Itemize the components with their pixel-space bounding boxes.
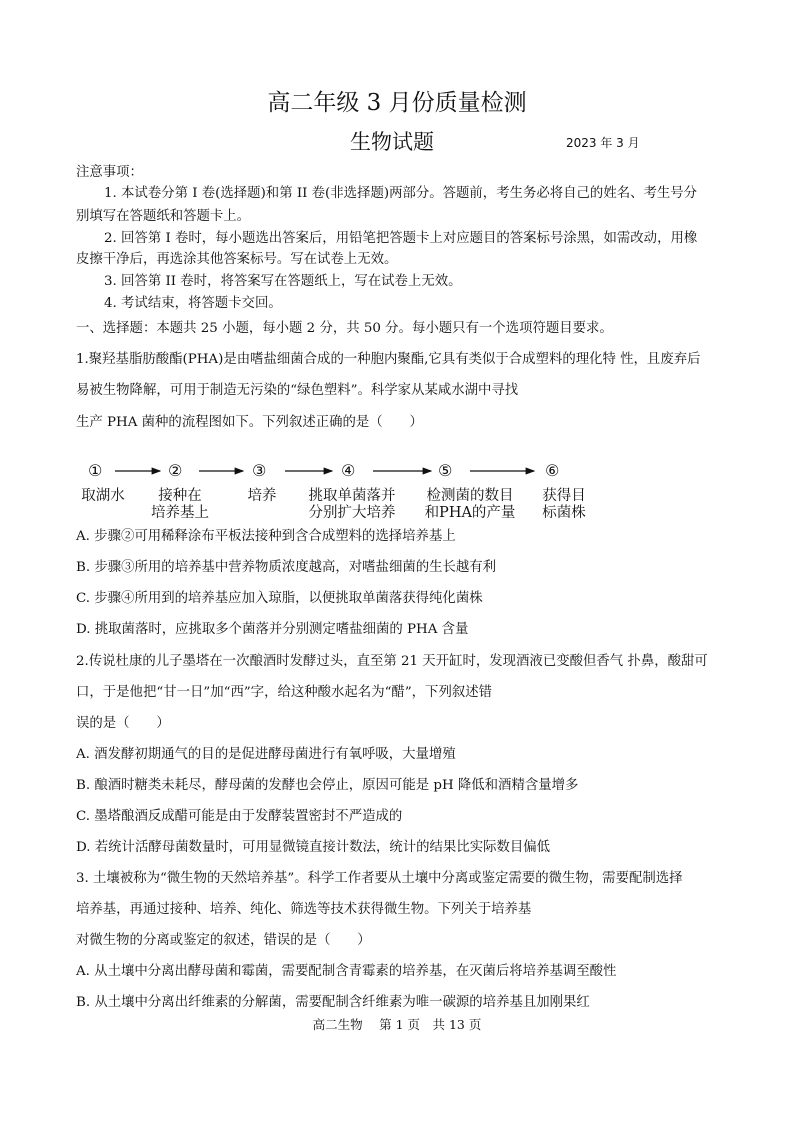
q2-option-b: B. 酿酒时糖类未耗尽，酵母菌的发酵也会停止，原因可能是 pH 降低和酒精含量增多 <box>76 778 579 793</box>
q1-stem-line: 生产 PHA 菌种的流程图如下。下列叙述正确的是（ ） <box>76 415 423 430</box>
flow-step-label: 检测菌的数目 和PHA的产量 <box>424 488 516 521</box>
flow-step-number: ② <box>168 461 183 480</box>
notice-heading: 注意事项： <box>76 165 143 180</box>
q2-stem-line: 2.传说杜康的儿子墨塔在一次酿酒时发酵过头，直至第 21 天开缸时，发现酒液已变酸但香气 扑鼻，酸甜可 <box>76 654 708 669</box>
exam-title: 高二年级 3 月份质量检测 <box>267 90 527 116</box>
q3-stem-line: 对微生物的分离或鉴定的叙述，错误的是（ ） <box>76 933 371 948</box>
flow-step-number: ⑤ <box>438 461 453 480</box>
q2-option-c: C. 墨塔酿酒反成醋可能是由于发酵装置密封不严造成的 <box>76 809 403 824</box>
q1-option-c: C. 步骤④所用到的培养基应加入琼脂，以便挑取单菌落获得纯化菌株 <box>76 591 483 606</box>
section-heading: 一、选择题：本题共 25 小题，每小题 2 分，共 50 分。每小题只有一个选项符题目要求。 <box>76 321 613 336</box>
notice-line: 1. 本试卷分第 I 卷(选择题)和第 II 卷(非选择题)两部分。答题前，考生务必将自己的姓名、考生号分 <box>104 186 698 201</box>
flow-step-label: 取湖水 <box>81 488 125 504</box>
q1-option-d: D. 挑取菌落时，应挑取多个菌落并分别测定嗜盐细菌的 PHA 含量 <box>76 622 469 637</box>
q3-option-b: B. 从土壤中分离出纤维素的分解菌，需要配制含纤维素为唯一碳源的培养基且加刚果红 <box>76 995 590 1010</box>
q3-stem-line: 培养基，再通过接种、培养、纯化、筛选等技术获得微生物。下列关于培养基 <box>76 902 532 917</box>
notice-line: 2. 回答第 I 卷时，每小题选出答案后，用铅笔把答题卡上对应题目的答案标号涂黑，如需改动，用橡 <box>104 231 698 246</box>
q3-option-a: A. 从土壤中分离出酵母菌和霉菌，需要配制含青霉素的培养基，在灭菌后将培养基调至酸性 <box>76 964 617 979</box>
flow-step-number: ③ <box>252 461 267 480</box>
q1-stem-line: 1.聚羟基脂肪酸酯(PHA)是由嗜盐细菌合成的一种胞内聚酯,它具有类似于合成塑料的理化特 性，且废弃后 <box>76 352 701 367</box>
flow-step-number: ① <box>88 461 103 480</box>
flow-step-number: ⑥ <box>545 461 560 480</box>
notice-line: 别填写在答题纸和答题卡上。 <box>76 209 251 224</box>
flow-step-label: 挑取单菌落并 分别扩大培养 <box>308 488 396 521</box>
flow-step-number: ④ <box>341 461 356 480</box>
flow-step-label: 培养 <box>247 488 277 504</box>
flow-step-label: 接种在 培养基上 <box>151 488 209 521</box>
q1-option-b: B. 步骤③所用的培养基中营养物质浓度越高，对嗜盐细菌的生长越有利 <box>76 560 497 575</box>
notice-line: 4. 考试结束，将答题卡交回。 <box>104 296 282 311</box>
exam-subject: 生物试题 <box>350 130 434 154</box>
notice-line: 皮擦干净后，再选涂其他答案标号。写在试卷上无效。 <box>76 252 398 267</box>
q1-stem-line: 易被生物降解，可用于制造无污染的“绿色塑料”。科学家从某咸水湖中寻找 <box>76 383 519 398</box>
page-footer: 高二生物 第 1 页 共 13 页 <box>312 1017 482 1032</box>
q3-stem-line: 3. 土壤被称为“微生物的天然培养基”。科学工作者要从土壤中分离或鉴定需要的微生物，需要配制选择 <box>76 871 683 886</box>
q2-stem-line: 口，于是他把“甘一日”加“西”字，给这种酸水起名为“醋”，下列叙述错 <box>76 685 493 700</box>
q2-option-d: D. 若统计活酵母菌数量时，可用显微镜直接计数法，统计的结果比实际数目偏低 <box>76 840 551 855</box>
q1-option-a: A. 步骤②可用稀释涂布平板法接种到含合成塑料的选择培养基上 <box>76 529 456 544</box>
exam-date: 2023 年 3 月 <box>566 136 640 150</box>
q2-stem-line: 误的是（ ） <box>76 716 170 731</box>
notice-line: 3. 回答第 II 卷时，将答案写在答题纸上，写在试卷上无效。 <box>104 274 462 289</box>
q2-option-a: A. 酒发酵初期通气的目的是促进酵母菌进行有氧呼吸，大量增殖 <box>76 747 456 762</box>
flow-step-label: 获得目 标菌株 <box>542 488 586 521</box>
